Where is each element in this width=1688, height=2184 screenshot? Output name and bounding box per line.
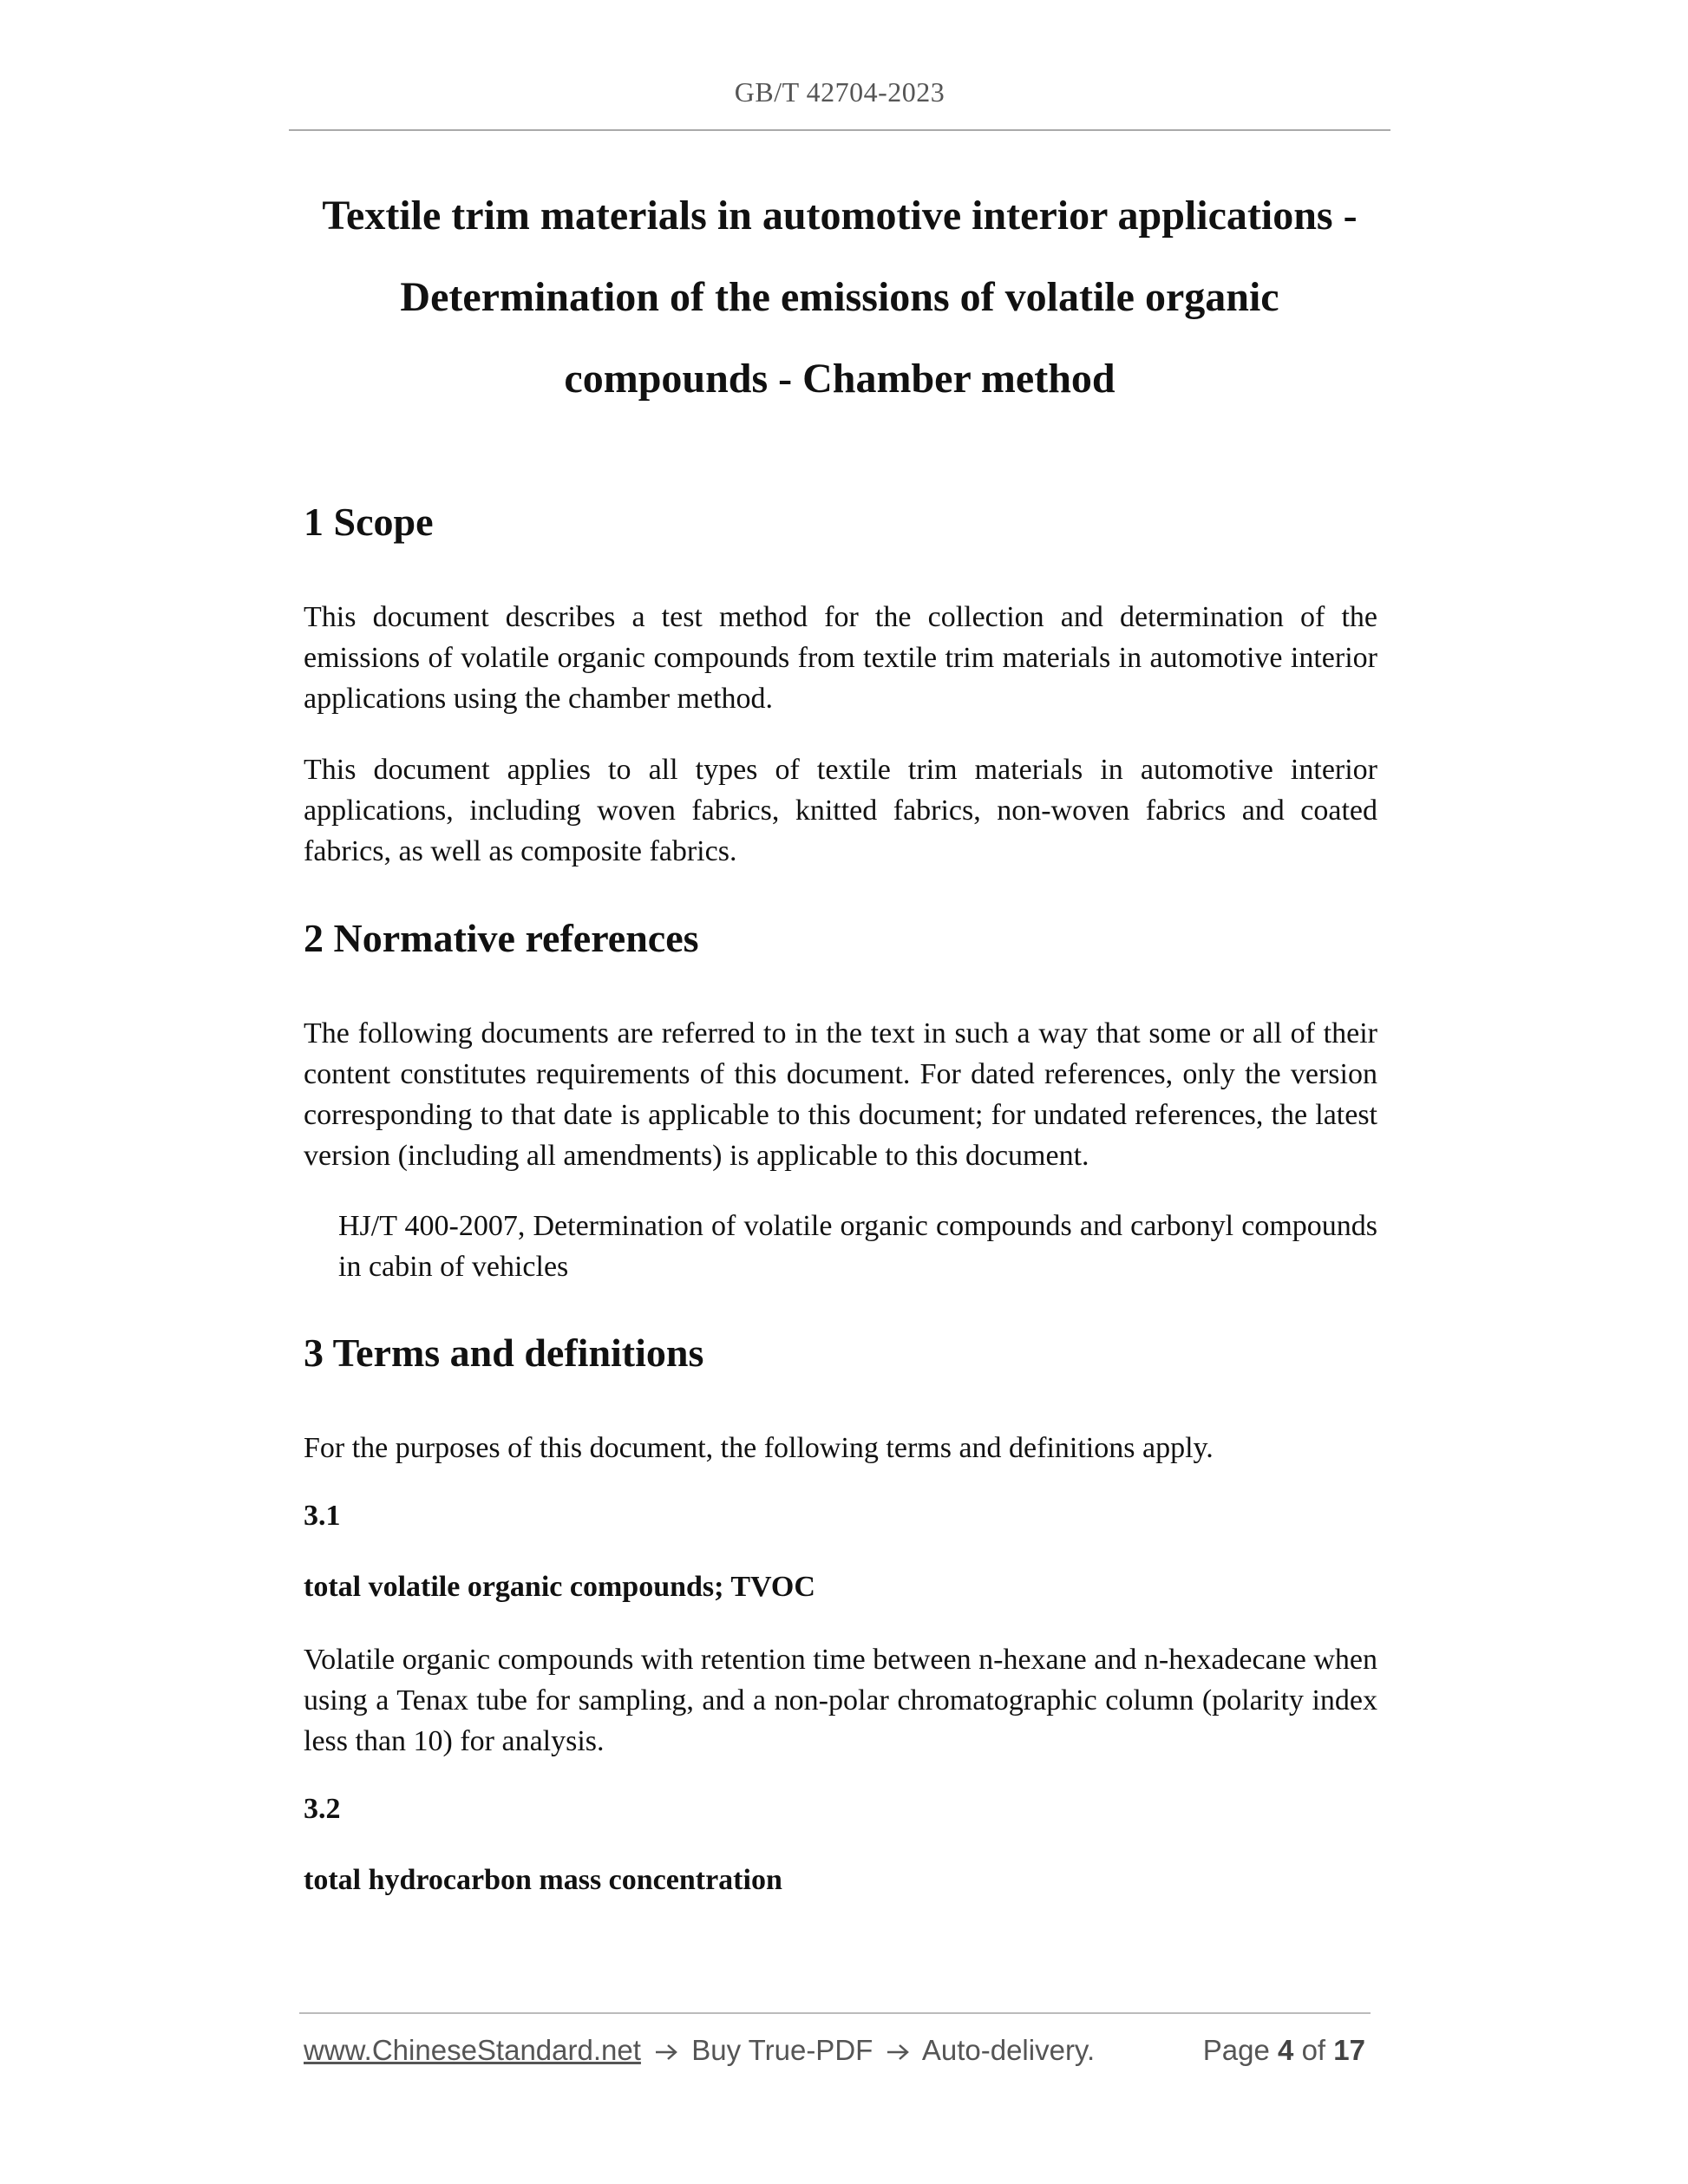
term-number-3-2: 3.2 xyxy=(304,1793,341,1825)
terms-intro: For the purposes of this document, the following terms and definitions apply. xyxy=(304,1432,1214,1464)
right-arrow-icon xyxy=(884,2043,912,2062)
normative-paragraph: The following documents are referred to in the text in such a way that some or all of their content constitutes requirements of this document. For dated references, only the version corresponding to that date is applicable to this document; for undated references, the latest version (including all amendments) is applicable to this document. xyxy=(304,1017,1377,1172)
buy-true-pdf-text: Buy True-PDF xyxy=(691,2034,873,2066)
chinesestandard-link[interactable]: www.ChineseStandard.net xyxy=(304,2034,641,2066)
scope-paragraph-2: This document applies to all types of textile trim materials in automotive interior applications, including woven fabrics, knitted fabrics, non-woven fabrics and coated fabrics, as well as composite fabrics. xyxy=(304,754,1377,867)
term-title-tvoc: total volatile organic compounds; TVOC xyxy=(304,1571,815,1603)
page-total: 17 xyxy=(1333,2034,1365,2066)
scope-paragraph-1: This document describes a test method for the collection and determination of the emissions of volatile organic compounds from textile trim materials in automotive interior applications using the chamber method. xyxy=(304,601,1377,715)
section-heading-scope: 1 Scope xyxy=(304,500,434,544)
term-definition-tvoc: Volatile organic compounds with retention time between n-hexane and n-hexadecane when using a Tenax tube for sampling, and a non-polar chromatographic column (polarity index less than 10) for analysis. xyxy=(304,1644,1377,1757)
term-title-total-hydrocarbon: total hydrocarbon mass concentration xyxy=(304,1864,782,1896)
section-heading-normative-references: 2 Normative references xyxy=(304,916,699,960)
page-label: Page xyxy=(1202,2034,1270,2066)
auto-delivery-text: Auto-delivery. xyxy=(921,2034,1096,2066)
document-title xyxy=(289,175,1390,420)
term-number-3-1: 3.1 xyxy=(304,1500,341,1532)
section-heading-terms-definitions: 3 Terms and definitions xyxy=(304,1331,704,1375)
header-divider xyxy=(289,129,1390,131)
footer-divider xyxy=(299,2012,1371,2014)
right-arrow-icon xyxy=(652,2043,680,2062)
normative-reference-item: HJ/T 400-2007, Determination of volatile organic compounds and carbonyl compounds in cabin of vehicles xyxy=(338,1210,1377,1283)
page-of-label: of xyxy=(1301,2034,1326,2066)
page-current: 4 xyxy=(1278,2034,1294,2066)
title-line-2: Determination of the emissions of volatile organic xyxy=(400,274,1279,320)
page-footer xyxy=(304,2034,1371,2067)
title-line-1: Textile trim materials in automotive interior applications - xyxy=(322,193,1358,239)
title-line-3: compounds - Chamber method xyxy=(564,356,1116,402)
page-indicator xyxy=(1203,2034,1365,2067)
standard-code-header: GB/T 42704-2023 xyxy=(734,76,945,108)
